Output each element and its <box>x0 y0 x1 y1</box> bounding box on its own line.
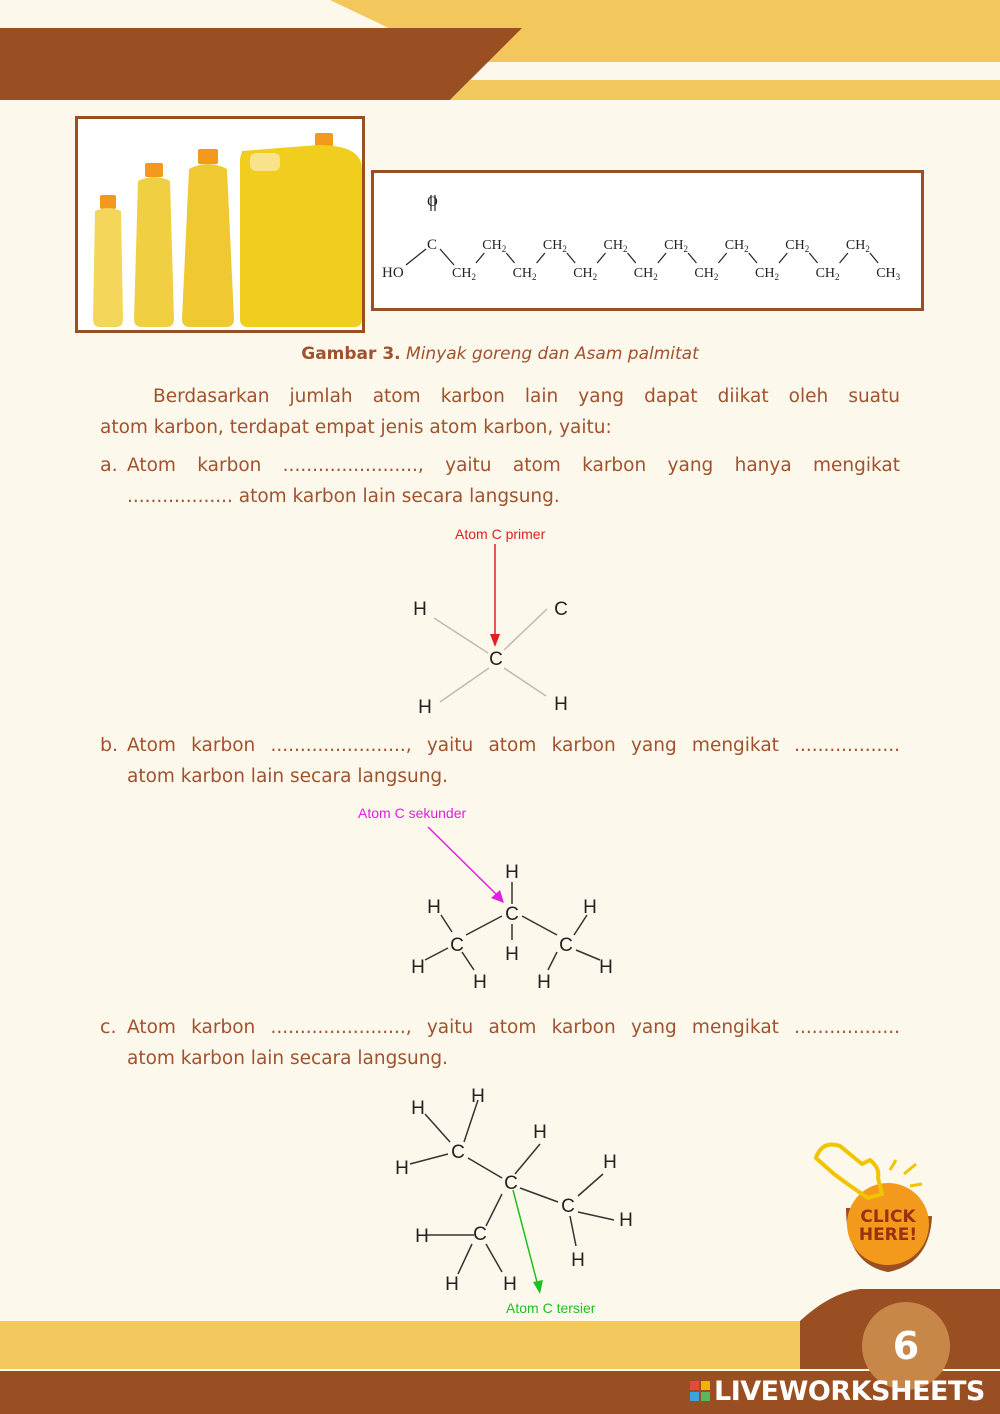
palmitic-acid-formula <box>371 170 924 311</box>
bond-line <box>870 253 878 263</box>
central-carbon: C <box>504 1173 518 1194</box>
h-atom: H <box>411 1098 425 1119</box>
click-label: CLICK <box>860 1207 916 1227</box>
item-c-marker: c. <box>100 1016 117 1038</box>
carbonyl-carbon: C <box>427 237 438 253</box>
caption-text: Minyak goreng dan Asam palmitat <box>406 344 699 364</box>
page-number: 6 <box>892 1324 920 1368</box>
methylene-group: $CH_2$ <box>603 238 628 254</box>
h-atom: H <box>427 897 441 918</box>
h-atom: H <box>583 897 597 918</box>
watermark-text: LIVEWORKSHEETS <box>714 1375 985 1407</box>
bond-line <box>779 253 787 263</box>
intro-line-2: atom karbon, terdapat empat jenis atom karbon, yaitu: <box>100 417 612 438</box>
bond-line <box>809 253 817 263</box>
h-atom: H <box>418 697 432 718</box>
secondary-carbon-diagram <box>350 800 630 995</box>
tertiary-carbon-diagram <box>380 1080 650 1320</box>
c-atom: C <box>450 935 464 956</box>
figure-caption <box>0 341 1000 367</box>
bond-line <box>537 253 545 263</box>
h-atom: H <box>413 599 427 620</box>
bond-line <box>628 253 636 263</box>
bond-line <box>476 253 484 263</box>
item-c-line-2: atom karbon lain secara langsung. <box>127 1048 449 1069</box>
h-atom: H <box>505 862 519 883</box>
item-b-line-1: Atom karbon ......................., yaitu atom karbon yang mengikat .................. <box>127 735 900 756</box>
click-here-button[interactable] <box>810 1138 940 1288</box>
h-atom: H <box>395 1158 409 1179</box>
h-atom: H <box>411 957 425 978</box>
methylene-group: $CH_2$ <box>724 238 749 254</box>
methylene-group: $CH_2$ <box>482 238 507 254</box>
primary-carbon-diagram <box>400 520 600 720</box>
bond-line <box>749 253 757 263</box>
oil-bottles-photo <box>75 116 365 333</box>
methylene-group: $CH_2$ <box>633 266 658 282</box>
h-atom: H <box>619 1210 633 1231</box>
h-atom: H <box>473 972 487 993</box>
c-atom: C <box>559 935 573 956</box>
bond-line <box>567 253 575 263</box>
methylene-group: $CH_2$ <box>664 238 689 254</box>
h-atom: H <box>599 957 613 978</box>
c-atom: C <box>554 599 568 620</box>
methylene-group: $CH_2$ <box>694 266 719 282</box>
methylene-group: $CH_2$ <box>452 266 476 282</box>
h-atom: H <box>471 1086 485 1107</box>
central-carbon: C <box>489 649 503 670</box>
item-a-line-1: Atom karbon ......................., yaitu atom karbon yang hanya mengikat <box>127 455 900 476</box>
bond-line <box>506 253 514 263</box>
carbonyl-oxygen: O <box>427 194 438 210</box>
h-atom: H <box>537 972 551 993</box>
bond-line <box>718 253 726 263</box>
sekunder-label: Atom C sekunder <box>358 805 467 821</box>
methylene-group: $CH_2$ <box>542 238 567 254</box>
h-atom: H <box>505 944 519 965</box>
hydroxyl-group: HO <box>382 265 404 281</box>
primer-label: Atom C primer <box>455 526 546 542</box>
c-atom: C <box>451 1142 465 1163</box>
liveworksheets-logo-icon <box>690 1381 710 1401</box>
item-c-line-1: Atom karbon ......................., yaitu atom karbon yang mengikat .................. <box>127 1017 900 1038</box>
methylene-group: $CH_2$ <box>785 238 810 254</box>
h-atom: H <box>603 1152 617 1173</box>
tersier-label: Atom C tersier <box>506 1300 596 1316</box>
h-atom: H <box>445 1274 459 1295</box>
caption-label: Gambar 3. <box>301 344 401 364</box>
methylene-group: $CH_2$ <box>815 266 840 282</box>
central-carbon: C <box>505 904 519 925</box>
h-atom: H <box>415 1226 429 1247</box>
c-atom: C <box>561 1196 575 1217</box>
methylene-group: $CH_2$ <box>512 266 537 282</box>
bond-line <box>597 253 605 263</box>
h-atom: H <box>554 694 568 715</box>
methylene-group: $CH_2$ <box>573 266 598 282</box>
header-decoration <box>0 0 1000 110</box>
c-atom: C <box>473 1224 487 1245</box>
here-label: HERE! <box>858 1225 918 1245</box>
bond-line <box>658 253 666 263</box>
sekunder-arrow <box>428 827 497 895</box>
bond-line <box>688 253 696 263</box>
liveworksheets-watermark <box>690 1374 985 1408</box>
h-atom: H <box>571 1250 585 1271</box>
methylene-group: $CH_2$ <box>755 266 779 282</box>
methylene-group: $CH_2$ <box>845 238 870 254</box>
bond-line <box>840 253 848 263</box>
item-b-line-2: atom karbon lain secara langsung. <box>127 766 449 787</box>
h-atom: H <box>533 1122 547 1143</box>
item-a-line-2: .................. atom karbon lain secara langsung. <box>127 486 560 507</box>
item-a-marker: a. <box>100 454 118 476</box>
tersier-arrow <box>513 1190 538 1286</box>
item-b-marker: b. <box>100 734 119 756</box>
h-atom: H <box>503 1274 517 1295</box>
intro-line-1: Berdasarkan jumlah atom karbon lain yang dapat diikat oleh suatu <box>153 386 900 407</box>
methyl-group: $CH_3$ <box>876 266 901 282</box>
